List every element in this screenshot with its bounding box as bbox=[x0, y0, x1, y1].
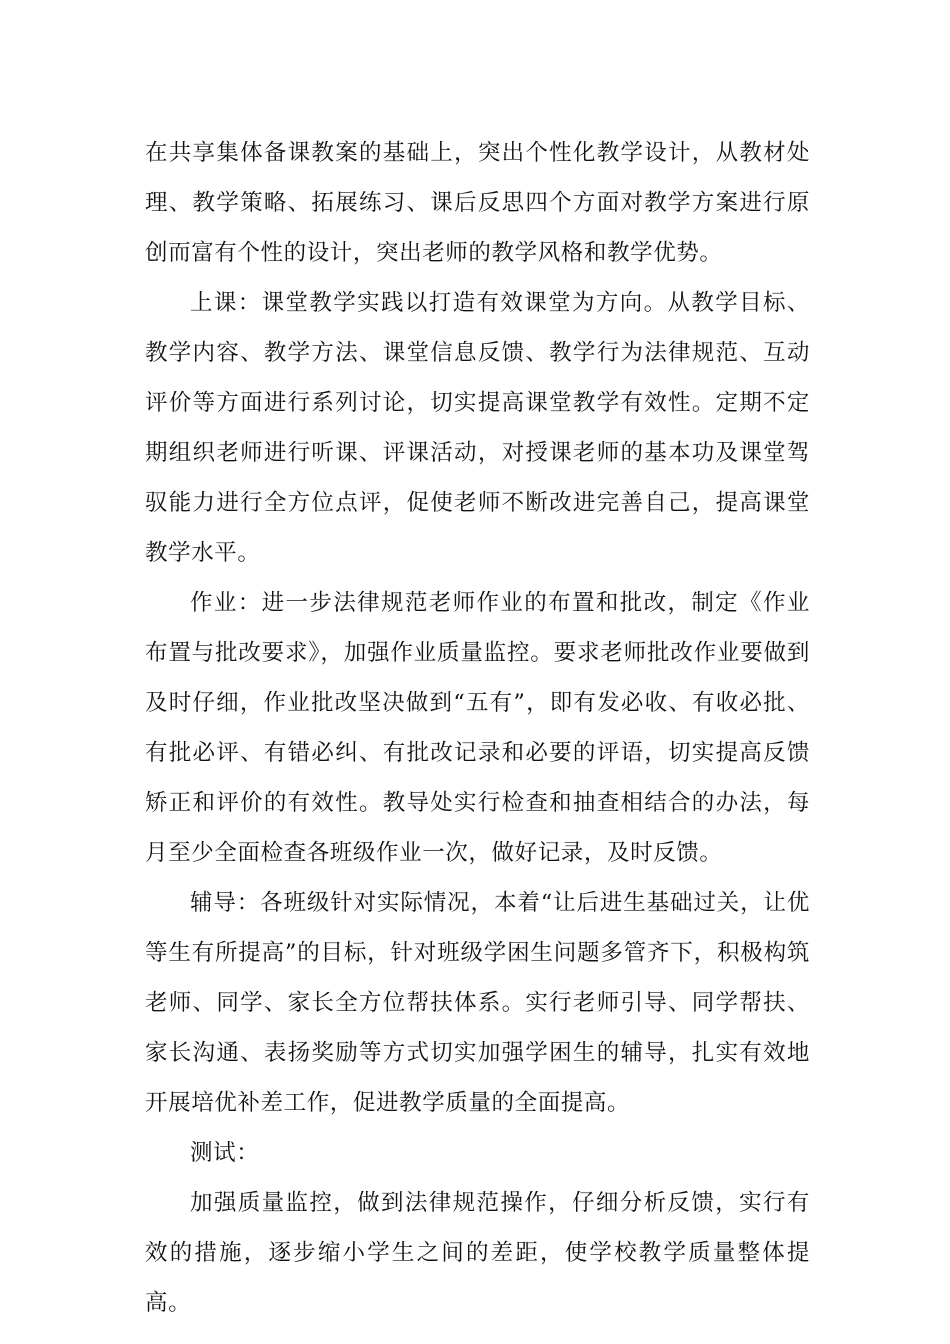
paragraph-class-teaching: 上课：课堂教学实践以打造有效课堂为方向。从教学目标、教学内容、教学方法、课堂信息反馈、教学行为法律规范、互动评价等方面进行系列讨论，切实提高课堂教学有效性。定期不定期组织老师进行听课、评课活动，对授课老师的基本功及课堂驾驭能力进行全方位点评，促使老师不断改进完善自己，提高课堂教学水平。 bbox=[145, 290, 810, 566]
paragraph-testing-heading: 测试： bbox=[190, 1140, 260, 1166]
document-body bbox=[145, 128, 810, 1328]
paragraph-tutoring: 辅导：各班级针对实际情况，本着“让后进生基础过关，让优等生有所提高”的目标，针对班级学困生问题多管齐下，积极构筑老师、同学、家长全方位帮扶体系。实行老师引导、同学帮扶、家长沟通、表扬奖励等方式切实加强学困生的辅导，扎实有效地开展培优补差工作，促进教学质量的全面提高。 bbox=[145, 890, 810, 1116]
paragraph-lesson-design: 在共享集体备课教案的基础上，突出个性化教学设计，从教材处理、教学策略、拓展练习、课后反思四个方面对教学方案进行原创而富有个性的设计，突出老师的教学风格和教学优势。 bbox=[145, 140, 810, 266]
paragraph-testing-detail: 加强质量监控，做到法律规范操作，仔细分析反馈，实行有效的措施，逐步缩小学生之间的差距，使学校教学质量整体提高。 bbox=[145, 1190, 810, 1316]
paragraph-homework: 作业：进一步法律规范老师作业的布置和批改，制定《作业布置与批改要求》，加强作业质量监控。要求老师批改作业要做到及时仔细，作业批改坚决做到“五有”，即有发必收、有收必批、有批必评、有错必纠、有批改记录和必要的评语，切实提高反馈矫正和评价的有效性。教导处实行检查和抽查相结合的办法，每月至少全面检查各班级作业一次，做好记录，及时反馈。 bbox=[145, 590, 810, 866]
